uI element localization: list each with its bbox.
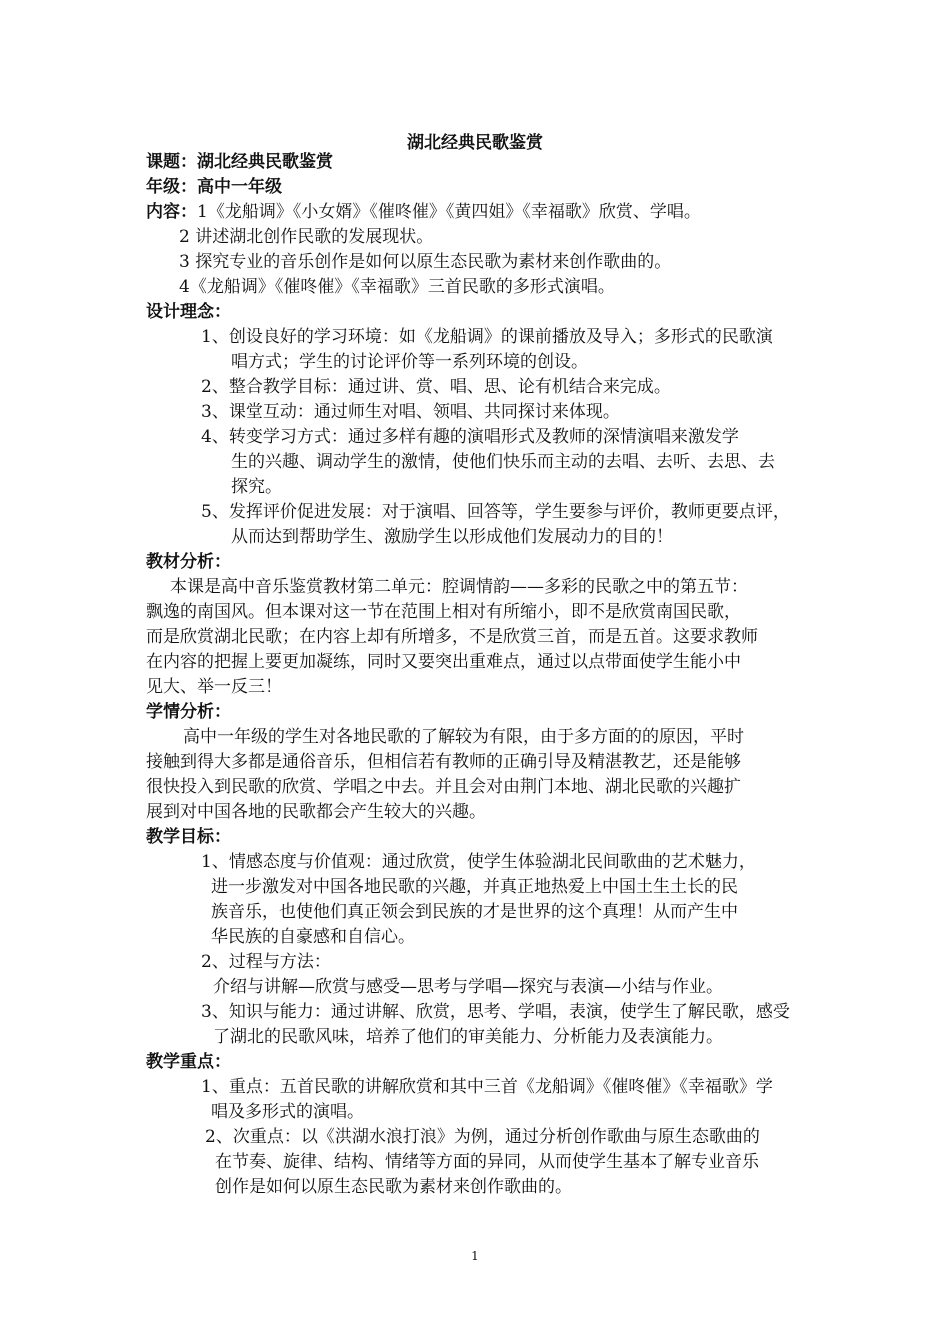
goals-line: 族音乐，也使他们真正领会到民族的才是世界的这个真理！从而产生中 xyxy=(211,902,738,922)
students-line: 展到对中国各地的民歌都会产生较大的兴趣。 xyxy=(146,802,486,822)
students-line: 高中一年级的学生对各地民歌的了解较为有限，由于多方面的的原因，平时 xyxy=(183,727,744,747)
material-line: 见大、举一反三！ xyxy=(146,677,282,697)
goals-line: 华民族的自豪感和自信心。 xyxy=(211,927,415,947)
section-heading-students: 学情分析： xyxy=(146,702,231,722)
material-line: 本课是高中音乐鉴赏教材第二单元：腔调情韵——多彩的民歌之中的第五节： xyxy=(170,577,748,597)
keypoints-line: 创作是如何以原生态民歌为素材来创作歌曲的。 xyxy=(215,1177,572,1197)
document-title: 湖北经典民歌鉴赏 xyxy=(407,133,543,153)
section-heading-design: 设计理念： xyxy=(146,302,231,322)
material-line: 飘逸的南国风。但本课对这一节在范围上相对有所缩小，即不是欣赏南国民歌， xyxy=(146,602,741,622)
section-heading-goals: 教学目标： xyxy=(146,827,231,847)
page-number: 1 xyxy=(471,1249,479,1263)
grade-value: 高中一年级 xyxy=(197,177,282,197)
grade-line xyxy=(146,175,282,199)
keypoints-line: 2、次重点：以《洪湖水浪打浪》为例，通过分析创作歌曲与原生态歌曲的 xyxy=(205,1127,760,1147)
design-line: 1、创设良好的学习环境：如《龙船调》的课前播放及导入；多形式的民歌演 xyxy=(201,327,773,347)
design-line: 从而达到帮助学生、激励学生以形成他们发展动力的目的！ xyxy=(231,527,673,547)
section-heading-material: 教材分析： xyxy=(146,552,231,572)
goals-line: 介绍与讲解—欣赏与感受—思考与学唱—探究与表演—小结与作业。 xyxy=(213,977,723,997)
students-line: 接触到得大多都是通俗音乐，但相信若有教师的正确引导及精湛教艺，还是能够 xyxy=(146,752,741,772)
keypoints-line: 在节奏、旋律、结构、情绪等方面的异同，从而使学生基本了解专业音乐 xyxy=(215,1152,759,1172)
content-line-1 xyxy=(146,200,701,224)
design-line: 唱方式；学生的讨论评价等一系列环境的创设。 xyxy=(231,352,588,372)
topic-label: 课题： xyxy=(146,152,197,172)
design-line: 生的兴趣、调动学生的激情，使他们快乐而主动的去唱、去听、去思、去 xyxy=(231,452,775,472)
design-line: 探究。 xyxy=(231,477,282,497)
content-item: 2 讲述湖北创作民歌的发展现状。 xyxy=(179,227,434,247)
topic-line xyxy=(146,150,333,174)
grade-label: 年级： xyxy=(146,177,197,197)
goals-line: 1、情感态度与价值观：通过欣赏，使学生体验湖北民间歌曲的艺术魅力， xyxy=(201,852,756,872)
content-item: 3 探究专业的音乐创作是如何以原生态民歌为素材来创作歌曲的。 xyxy=(179,252,672,272)
keypoints-line: 1、重点：五首民歌的讲解欣赏和其中三首《龙船调》《催咚催》《幸福歌》学 xyxy=(201,1077,773,1097)
design-line: 5、发挥评价促进发展：对于演唱、回答等，学生要参与评价，教师更要点评， xyxy=(201,502,790,522)
material-line: 而是欣赏湖北民歌；在内容上却有所增多，不是欣赏三首，而是五首。这要求教师 xyxy=(146,627,758,647)
content-item: 1《龙船调》《小女婿》《催咚催》《黄四姐》《幸福歌》欣赏、学唱。 xyxy=(197,202,701,222)
design-line: 3、课堂互动：通过师生对唱、领唱、共同探讨来体现。 xyxy=(201,402,620,422)
design-line: 4、转变学习方式：通过多样有趣的演唱形式及教师的深情演唱来激发学 xyxy=(201,427,739,447)
material-line: 在内容的把握上要更加凝练，同时又要突出重难点，通过以点带面使学生能小中 xyxy=(146,652,741,672)
content-item: 4《龙船调》《催咚催》《幸福歌》三首民歌的多形式演唱。 xyxy=(179,277,615,297)
content-label: 内容： xyxy=(146,202,197,222)
keypoints-line: 唱及多形式的演唱。 xyxy=(211,1102,364,1122)
design-line: 2、整合教学目标：通过讲、赏、唱、思、论有机结合来完成。 xyxy=(201,377,671,397)
goals-line: 2、过程与方法： xyxy=(201,952,331,972)
students-line: 很快投入到民歌的欣赏、学唱之中去。并且会对由荆门本地、湖北民歌的兴趣扩 xyxy=(146,777,741,797)
goals-line: 了湖北的民歌风味，培养了他们的审美能力、分析能力及表演能力。 xyxy=(213,1027,723,1047)
goals-line: 进一步激发对中国各地民歌的兴趣，并真正地热爱上中国土生土长的民 xyxy=(211,877,738,897)
topic-value: 湖北经典民歌鉴赏 xyxy=(197,152,333,172)
goals-line: 3、知识与能力：通过讲解、欣赏，思考、学唱，表演，使学生了解民歌，感受 xyxy=(201,1002,790,1022)
section-heading-keypoints: 教学重点： xyxy=(146,1052,231,1072)
